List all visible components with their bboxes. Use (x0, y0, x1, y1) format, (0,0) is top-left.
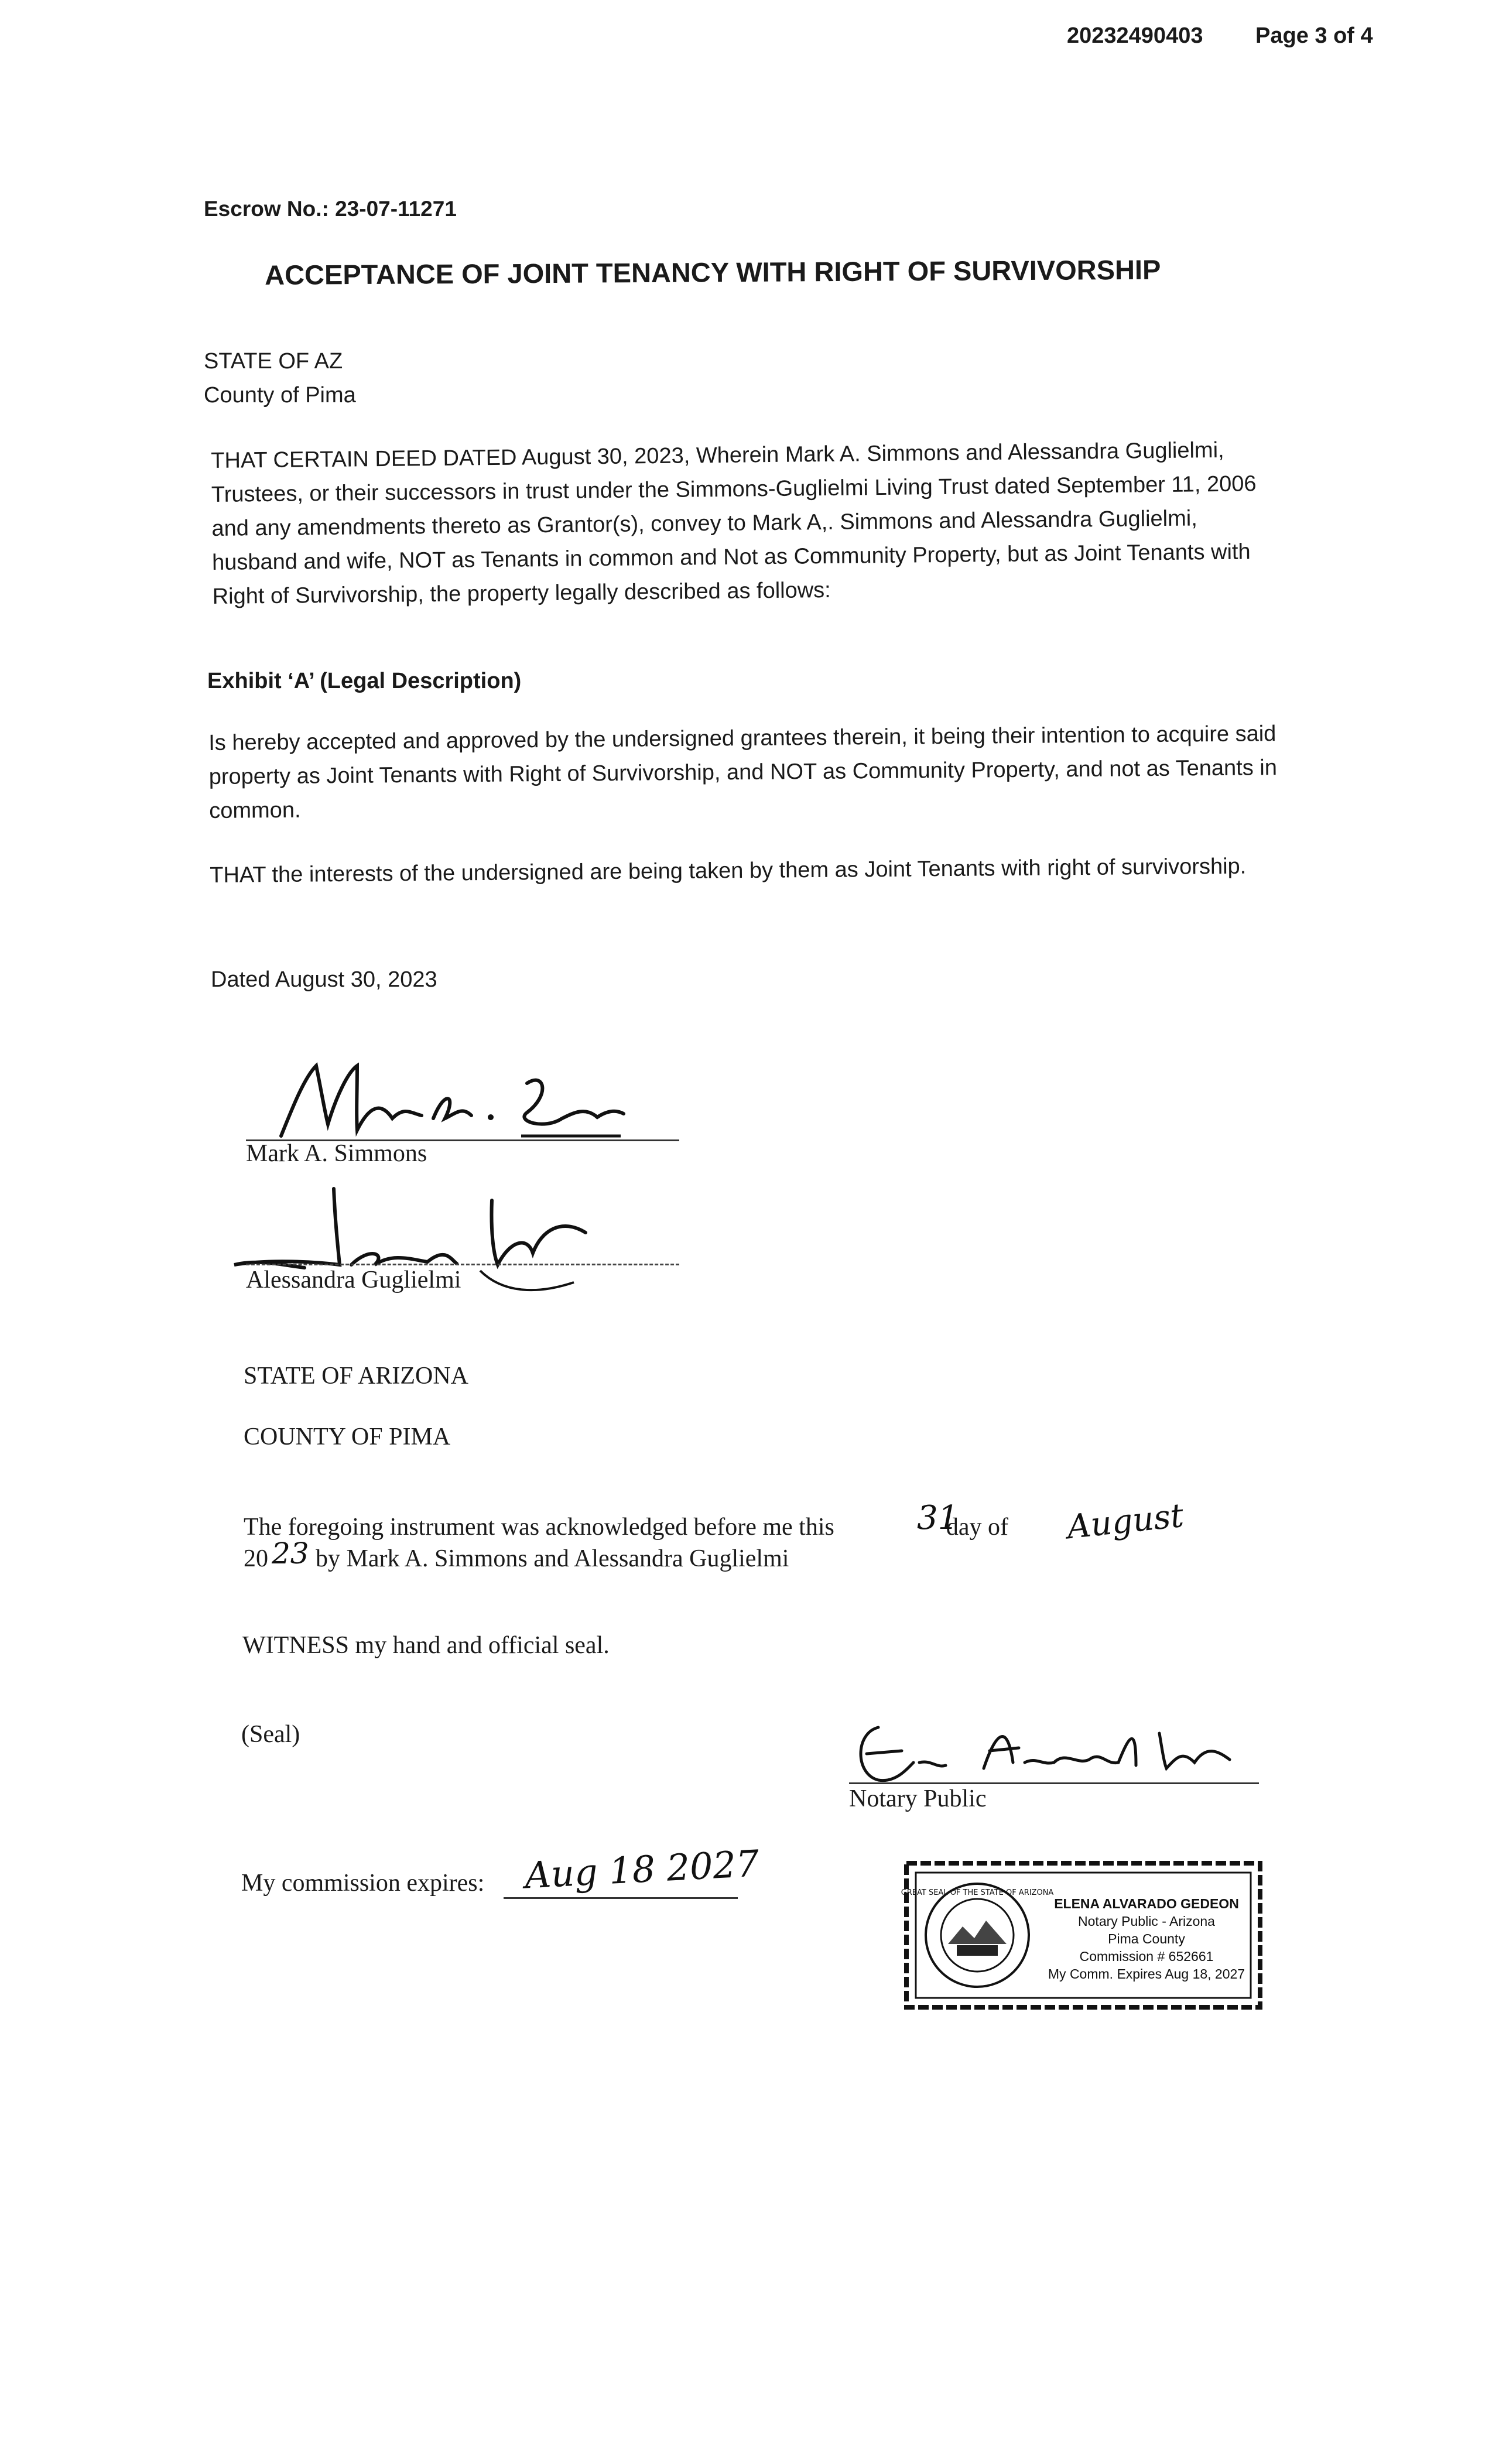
handwritten-year: 23 (272, 1536, 309, 1570)
seal-label: (Seal) (241, 1721, 300, 1748)
escrow-label: Escrow No.: (204, 197, 329, 221)
ack-county: COUNTY OF PIMA (244, 1423, 451, 1450)
venue-county: County of Pima (204, 383, 356, 408)
signature-notary (843, 1710, 1276, 1792)
recording-number: 20232490403 (1067, 23, 1203, 48)
witness-line: WITNESS my hand and official seal. (242, 1632, 610, 1659)
notary-public-label: Notary Public (849, 1785, 987, 1812)
commission-label: My commission expires: (241, 1870, 485, 1897)
seal-ring-text: GREAT SEAL OF THE STATE OF ARIZONA (901, 1888, 1054, 1897)
handwritten-commission-date: Aug 18 2027 (523, 1842, 761, 1897)
dated-line: Dated August 30, 2023 (211, 967, 437, 992)
acceptance-paragraph: Is hereby accepted and approved by the undersigned grantees therein, it being their intention to acquire said property as Joint Tenants with Right of Survivorship, and NOT as Community Property, and not as Tenants in common. (208, 721, 1278, 823)
ack-line-2 (244, 1545, 789, 1573)
stamp-notary-name: ELENA ALVARADO GEDEON (1054, 1896, 1239, 1911)
ack-day-of: day of (946, 1514, 1009, 1541)
signature-line-2 (246, 1264, 679, 1265)
exhibit-heading: Exhibit ‘A’ (Legal Description) (207, 669, 522, 693)
escrow-value: 23-07-11271 (335, 197, 457, 221)
ack-line-2-suffix: by Mark A. Simmons and Alessandra Guglielmi (316, 1545, 789, 1572)
ack-state: STATE OF ARIZONA (244, 1363, 468, 1390)
commission-line (504, 1897, 738, 1899)
state-seal-icon (901, 1880, 1054, 1991)
notary-stamp (902, 1859, 1265, 2012)
venue-state: STATE OF AZ (204, 349, 343, 374)
escrow-number (204, 197, 457, 221)
handwritten-day: 31 (917, 1499, 959, 1537)
signer-name-2: Alessandra Guglielmi (246, 1267, 461, 1293)
deed-paragraph: THAT CERTAIN DEED DATED August 30, 2023, Wherein Mark A. Simmons and Alessandra Guglielmi, Trustees, or their successors in trust under the Simmons-Guglielmi Living Trust dated September 11, 2006 and any amendments thereto as Grantor(s), convey to Mark A,. Simmons and Alessandra Guglielmi, husband and wife, NOT as Tenants in common and Not as Community Property, but as Joint Tenants with Right of Survivorship, the property legally described as follows: (211, 437, 1257, 609)
page-indicator: Page 3 of 4 (1255, 23, 1373, 48)
ack-line-2-prefix: 20 (244, 1545, 268, 1572)
handwritten-month: August (1065, 1496, 1186, 1547)
ack-line-1 (244, 1513, 1008, 1541)
ack-line-1-prefix: The foregoing instrument was acknowledged before me this (244, 1514, 834, 1541)
stamp-commission-number: Commission # 652661 (1079, 1949, 1214, 1964)
document-title: ACCEPTANCE OF JOINT TENANCY WITH RIGHT OF SURVIVORSHIP (265, 254, 1161, 290)
interest-paragraph: THAT the interests of the undersigned are being taken by them as Joint Tenants with right of survivorship. (210, 854, 1247, 888)
signature-mark-simmons (269, 1048, 632, 1148)
signer-name-1: Mark A. Simmons (246, 1140, 427, 1167)
stamp-county: Pima County (1108, 1931, 1185, 1946)
stamp-expiration: My Comm. Expires Aug 18, 2027 (1048, 1966, 1245, 1982)
stamp-notary-title: Notary Public - Arizona (1078, 1914, 1215, 1929)
notary-signature-line (849, 1782, 1259, 1784)
